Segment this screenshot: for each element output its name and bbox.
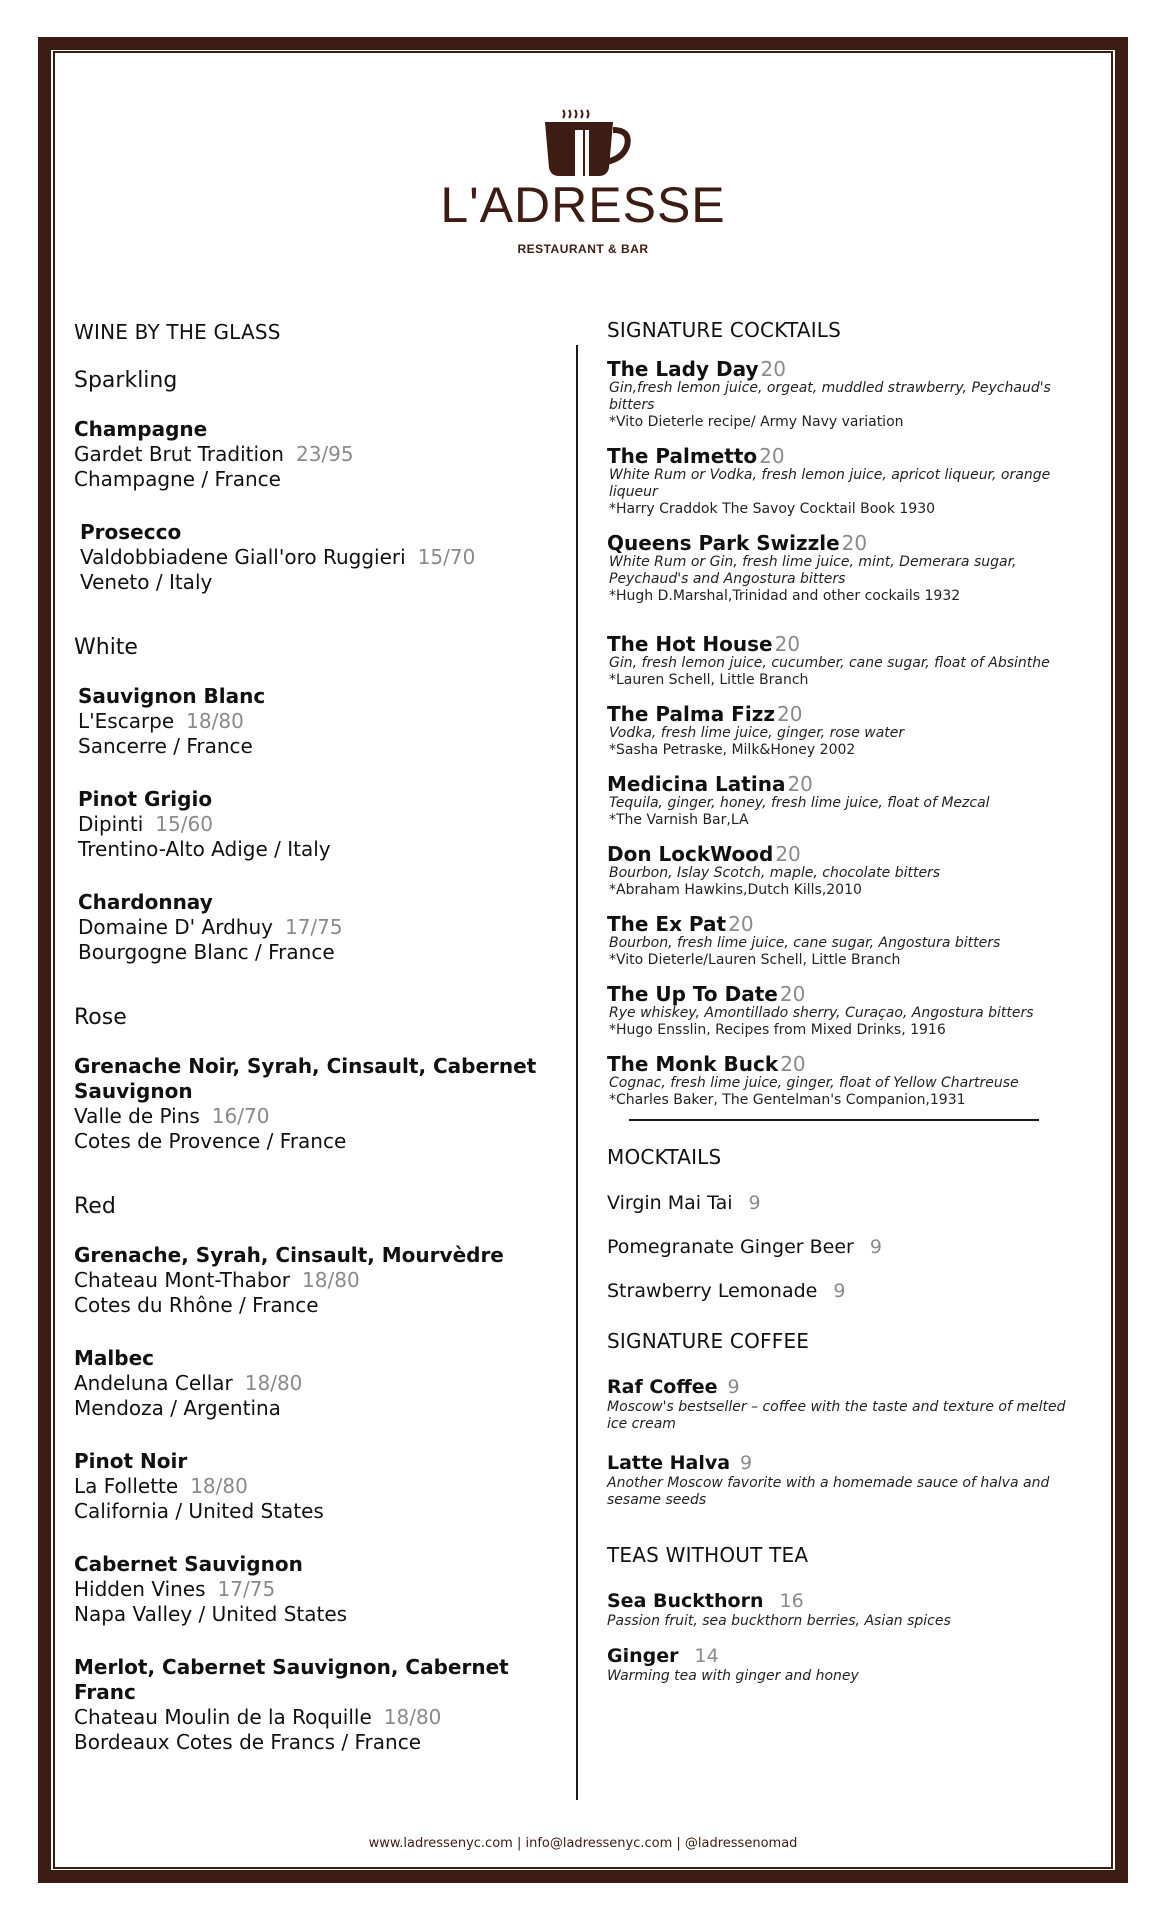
wine-producer: Domaine D' Ardhuy	[78, 915, 273, 939]
wine-item	[74, 684, 564, 759]
wine-price: 15/60	[155, 812, 213, 836]
wine-name: Sauvignon Blanc	[78, 684, 266, 708]
teas-title: TEAS WITHOUT TEA	[607, 1543, 809, 1567]
tea-price: 16	[779, 1590, 804, 1612]
cocktail-item	[607, 983, 1077, 1039]
cocktail-description: Rye whiskey, Amontillado sherry, Curaçao, Angostura bitters	[609, 1005, 1034, 1021]
cocktail-item	[607, 358, 1077, 431]
coffee-title: SIGNATURE COFFEE	[607, 1329, 810, 1353]
cocktail-name: The Palmetto	[607, 444, 758, 468]
cocktail-description: Bourbon, Islay Scotch, maple, chocolate bitters	[609, 865, 941, 881]
mocktail-price: 9	[869, 1236, 882, 1258]
cocktail-description: Gin, fresh lemon juice, cucumber, cane sugar, float of Absinthe	[609, 655, 1050, 671]
coffee-name: Latte Halva	[607, 1452, 731, 1474]
wine-price: 18/80	[244, 1371, 303, 1395]
cocktail-description: Bourbon, fresh lime juice, cane sugar, Angostura bitters	[609, 935, 1001, 951]
wine-item	[74, 417, 564, 492]
cocktail-name: The Ex Pat	[607, 912, 727, 936]
wine-name: Pinot Noir	[74, 1449, 188, 1473]
cocktails-title: SIGNATURE COCKTAILS	[607, 318, 842, 342]
wine-price: 18/80	[190, 1474, 248, 1498]
cocktail-item	[607, 703, 1077, 759]
coffee-price: 9	[740, 1452, 753, 1474]
cocktail-item	[607, 913, 1077, 969]
mocktail-name: Pomegranate Ginger Beer	[607, 1236, 854, 1258]
wine-region: Napa Valley / United States	[74, 1602, 348, 1626]
cocktail-credit: *Vito Dieterle/Lauren Schell, Little Branch	[609, 952, 901, 968]
cocktail-credit: *Abraham Hawkins,Dutch Kills,2010	[609, 882, 862, 898]
cocktail-description: Tequila, ginger, honey, fresh lime juice, float of Mezcal	[609, 795, 990, 811]
wine-name: Merlot, Cabernet Sauvignon, Cabernet Franc	[74, 1655, 509, 1704]
cocktail-item	[607, 843, 1077, 899]
tea-name: Sea Buckthorn	[607, 1590, 764, 1612]
wine-title: WINE BY THE GLASS	[74, 320, 281, 344]
wine-region: Mendoza / Argentina	[74, 1396, 281, 1420]
drinks-column	[607, 318, 1077, 1685]
section-divider	[629, 1119, 1039, 1121]
cocktail-price: 20	[728, 912, 754, 936]
cocktail-price: 20	[774, 632, 801, 656]
cocktail-credit: *The Varnish Bar,LA	[609, 812, 749, 828]
mocktail-price: 9	[833, 1280, 846, 1302]
cocktail-name: Medicina Latina	[607, 772, 786, 796]
cocktail-description: White Rum or Vodka, fresh lemon juice, apricot liqueur, orange liqueur	[609, 467, 1051, 500]
cocktail-credit: *Sasha Petraske, Milk&Honey 2002	[609, 742, 856, 758]
category-white: White	[74, 635, 138, 660]
cocktail-price: 20	[780, 1052, 806, 1076]
wine-producer: Gardet Brut Tradition	[74, 442, 284, 466]
wine-name: Pinot Grigio	[78, 787, 213, 811]
mocktail-name: Strawberry Lemonade	[607, 1280, 818, 1302]
wine-producer: Hidden Vines	[74, 1577, 206, 1601]
cocktail-name: The Lady Day	[607, 357, 759, 381]
cocktail-credit: *Hugo Ensslin, Recipes from Mixed Drinks, 1916	[609, 1022, 946, 1038]
cocktail-item	[607, 633, 1077, 689]
mocktail-name: Virgin Mai Tai	[607, 1192, 733, 1214]
wine-producer: Valdobbiadene Giall'oro Ruggieri	[80, 545, 406, 569]
tea-item	[607, 1589, 1077, 1630]
mocktail-price: 9	[748, 1192, 761, 1214]
tea-item	[607, 1644, 1077, 1685]
cocktail-item	[607, 773, 1077, 829]
cocktail-name: The Monk Buck	[607, 1052, 779, 1076]
wine-producer: Chateau Moulin de la Roquille	[74, 1705, 372, 1729]
cocktail-credit: *Harry Craddok The Savoy Cocktail Book 1930	[609, 501, 936, 517]
wine-producer: Dipinti	[78, 812, 144, 836]
cocktail-item	[607, 1053, 1077, 1109]
cocktail-name: The Hot House	[607, 632, 773, 656]
footer-contact: www.ladressenyc.com | info@ladressenyc.com | @ladressenomad	[368, 1836, 798, 1851]
cocktail-price: 20	[759, 444, 785, 468]
cocktail-item	[607, 445, 1077, 518]
cocktail-price: 20	[841, 531, 868, 555]
coffee-price: 9	[727, 1376, 740, 1398]
category-sparkling: Sparkling	[74, 368, 178, 393]
wine-price: 17/75	[284, 915, 343, 939]
coffee-description: Another Moscow favorite with a homemade sauce of halva and sesame seeds	[607, 1475, 1050, 1508]
coffee-cup-icon	[533, 108, 633, 178]
wine-name: Champagne	[74, 417, 208, 441]
wine-item	[74, 1449, 564, 1524]
cocktail-item	[607, 532, 1077, 605]
cocktail-credit: *Lauren Schell, Little Branch	[609, 672, 809, 688]
wine-name: Chardonnay	[78, 890, 213, 914]
wine-producer: L'Escarpe	[78, 709, 175, 733]
wine-item	[74, 520, 564, 595]
mocktail-item	[607, 1279, 1077, 1303]
wine-region: Cotes du Rhône / France	[74, 1293, 319, 1317]
wine-region: Veneto / Italy	[80, 570, 213, 594]
wine-price: 16/70	[211, 1104, 270, 1128]
cocktail-credit: *Charles Baker, The Gentelman's Companion,1931	[609, 1092, 966, 1108]
cocktail-name: Don LockWood	[607, 842, 774, 866]
wine-region: Cotes de Provence / France	[74, 1129, 347, 1153]
coffee-name: Raf Coffee	[607, 1376, 718, 1398]
wine-item	[74, 1243, 564, 1318]
wine-item	[74, 1346, 564, 1421]
cocktail-price: 20	[787, 772, 813, 796]
wine-item	[74, 1655, 564, 1755]
wine-price: 23/95	[295, 442, 354, 466]
cocktail-name: The Palma Fizz	[607, 702, 775, 726]
wine-item	[74, 890, 564, 965]
wine-item	[74, 787, 564, 862]
wine-item	[74, 1054, 564, 1154]
wine-name: Prosecco	[80, 520, 182, 544]
tea-price: 14	[694, 1645, 719, 1667]
tea-name: Ginger	[607, 1645, 679, 1667]
cocktail-price: 20	[776, 702, 803, 726]
category-red: Red	[74, 1194, 116, 1219]
coffee-item	[607, 1451, 1077, 1509]
wine-price: 18/80	[302, 1268, 360, 1292]
wine-price: 17/75	[217, 1577, 276, 1601]
column-divider	[576, 345, 578, 1800]
cocktail-price: 20	[779, 982, 806, 1006]
mocktail-item	[607, 1235, 1077, 1259]
wine-name: Malbec	[74, 1346, 154, 1370]
cocktail-name: Queens Park Swizzle	[607, 531, 840, 555]
cocktail-description: Cognac, fresh lime juice, ginger, float of Yellow Chartreuse	[609, 1075, 1019, 1091]
brand-name: L'ADRESSE	[440, 177, 726, 233]
wine-name: Grenache, Syrah, Cinsault, Mourvèdre	[74, 1243, 504, 1267]
wine-name: Cabernet Sauvignon	[74, 1552, 303, 1576]
cocktail-description: White Rum or Gin, fresh lime juice, mint, Demerara sugar, Peychaud's and Angostura bitters	[609, 554, 1017, 587]
tea-description: Passion fruit, sea buckthorn berries, Asian spices	[607, 1613, 951, 1629]
cocktail-price: 20	[775, 842, 801, 866]
cocktail-description: Vodka, fresh lime juice, ginger, rose water	[609, 725, 905, 741]
wine-price: 15/70	[417, 545, 476, 569]
wine-region: California / United States	[74, 1499, 324, 1523]
wine-item	[74, 1552, 564, 1627]
cocktail-description: Gin,fresh lemon juice, orgeat, muddled strawberry, Peychaud's bitters	[609, 380, 1051, 413]
wine-producer: La Follette	[74, 1474, 179, 1498]
tea-description: Warming tea with ginger and honey	[607, 1668, 859, 1684]
wine-region: Champagne / France	[74, 467, 281, 491]
wine-region: Bourgogne Blanc / France	[78, 940, 335, 964]
wine-producer: Andeluna Cellar	[74, 1371, 233, 1395]
wine-region: Bordeaux Cotes de Francs / France	[74, 1730, 422, 1754]
category-rose: Rose	[74, 1005, 127, 1030]
wine-name: Grenache Noir, Syrah, Cinsault, Cabernet Sauvignon	[74, 1054, 537, 1103]
coffee-item	[607, 1375, 1077, 1433]
cocktail-price: 20	[760, 357, 786, 381]
logo	[0, 108, 1166, 256]
mocktails-title: MOCKTAILS	[607, 1145, 722, 1169]
wine-producer: Chateau Mont-Thabor	[74, 1268, 291, 1292]
wine-price: 18/80	[186, 709, 244, 733]
wine-region: Sancerre / France	[78, 734, 253, 758]
mocktail-item	[607, 1191, 1077, 1215]
wine-region: Trentino-Alto Adige / Italy	[78, 837, 331, 861]
wine-price: 18/80	[383, 1705, 442, 1729]
wine-producer: Valle de Pins	[74, 1104, 200, 1128]
brand-tagline: RESTAURANT & BAR	[517, 242, 649, 256]
cocktail-credit: *Hugh D.Marshal,Trinidad and other cockails 1932	[609, 588, 961, 604]
wine-column	[74, 320, 564, 1783]
coffee-description: Moscow's bestseller – coffee with the taste and texture of melted ice cream	[607, 1399, 1066, 1432]
cocktail-name: The Up To Date	[607, 982, 778, 1006]
cocktail-credit: *Vito Dieterle recipe/ Army Navy variation	[609, 414, 904, 430]
